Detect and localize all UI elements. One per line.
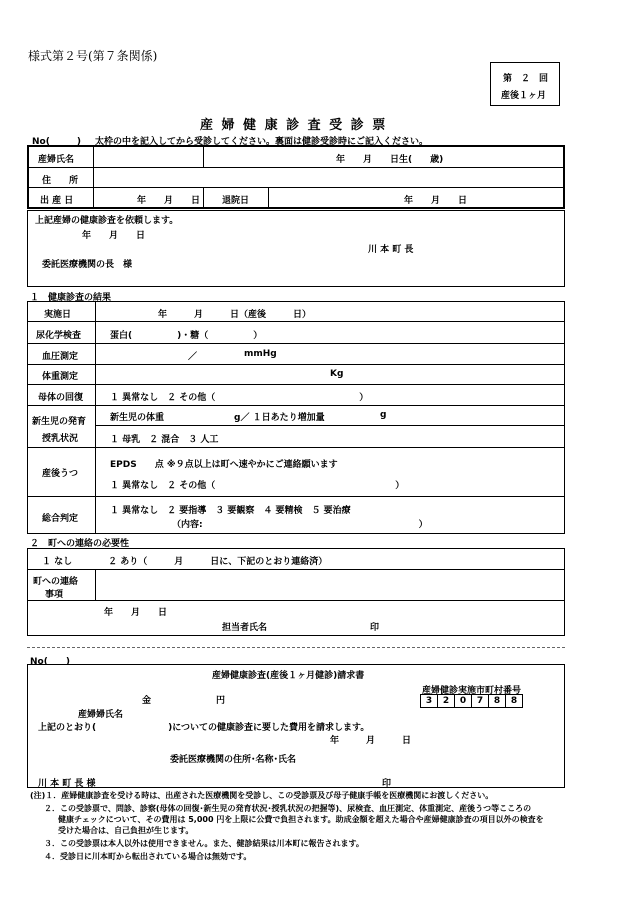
- newborn-label2: 授乳状況: [42, 434, 79, 444]
- doctor-label: 担当者氏名: [222, 623, 268, 633]
- date-value: 年 月 日（産後 日）: [158, 310, 312, 320]
- discharge-label: 退院日: [222, 196, 250, 206]
- newborn-label1: 新生児の発育: [32, 417, 87, 427]
- overall-line1: １ 異常なし ２ 要指導 ３ 要観察 ４ 要精検 ５ 要治療: [110, 506, 351, 516]
- contact-date: 年 月 日: [104, 608, 168, 618]
- bp-slash: ／: [188, 352, 198, 362]
- depression-value: １ 異常なし ２ その他（ ）: [110, 481, 405, 491]
- yen-label: 円: [216, 696, 226, 706]
- feeding-value: １ 母乳 ２ 混合 ３ 人工: [110, 435, 219, 445]
- visit-badge: [490, 62, 560, 106]
- overall-line2: （内容: ）: [172, 520, 428, 530]
- name-label: 産婦氏名: [38, 155, 75, 165]
- address-label: 住 所: [42, 176, 79, 186]
- request-date: 年 月 日: [82, 231, 146, 241]
- note-line: 受けた場合は、自己負担が生じます。: [58, 826, 194, 835]
- contact-label1: 町への連絡: [33, 577, 79, 587]
- request-to: 委託医療機関の長 様: [42, 260, 133, 270]
- request-line: 上記産婦の健康診査を依頼します。: [35, 216, 179, 226]
- municipality-digit: 3: [420, 694, 438, 708]
- note-line: ３．この受診票は本人以外は使用できません。また、健診結果は川本町に報告されます。: [44, 839, 364, 848]
- municipality-digit: 8: [505, 694, 523, 708]
- birth-label: 出 産 日: [40, 196, 74, 206]
- invoice-no: No( ): [30, 657, 70, 667]
- contact-options: １ なし ２ あり（ 月 日に、下記のとおり連絡済）: [42, 557, 328, 567]
- invoice-seal: 印: [382, 779, 392, 789]
- overall-label: 総合判定: [42, 514, 79, 524]
- note-line: (注)１．産婦健康診査を受ける時は、出産された医療機関を受診し、この受診票及び母子健康手帳を医療機関にお渡しください。: [30, 791, 494, 800]
- results-section-title: １ 健康診査の結果: [30, 293, 112, 303]
- municipality-label: 産婦健診実施市町村番号: [422, 686, 522, 696]
- badge-line2: 産後１ヶ月: [501, 91, 547, 101]
- municipality-digit: 8: [488, 694, 506, 708]
- patient-info-box: [27, 145, 565, 209]
- weight-label: 体重測定: [42, 372, 79, 382]
- invoice-title: 産婦健康診査(産後１ヶ月健診)請求書: [212, 671, 365, 681]
- note-line: ２．この受診票で、問診、診察(母体の回復･新生児の発育状況･授乳状況の把握等)、尿検査、血圧測定、体重測定、産後うつ等こころの: [44, 804, 532, 813]
- dob-text: 年 月 日生( 歳): [336, 155, 444, 165]
- note-line: 健康チェックについて、その費用は 5,000 円を上限に公費で負担されます。助成金額を超えた場合や産婦健康診査の項目以外の検査を: [58, 815, 544, 824]
- page-title: 産 婦 健 康 診 査 受 診 票: [200, 118, 388, 133]
- amount-label: 金: [142, 696, 152, 706]
- instruction-text: 太枠の中を記入してから受診してください。裏面は健診受診時にご記入ください。: [95, 137, 429, 147]
- birth-date: 年 月 日: [137, 196, 201, 206]
- date-label: 実施日: [44, 310, 72, 320]
- urine-label: 尿化学検査: [36, 331, 82, 341]
- weight-unit: Kg: [330, 369, 344, 379]
- form-number: 様式第２号(第７条関係): [28, 49, 158, 63]
- contact-label2: 事項: [45, 590, 64, 600]
- note-line: ４．受診日に川本町から転出されている場合は無効です。: [44, 852, 252, 861]
- bp-label: 血圧測定: [42, 352, 79, 362]
- cut-line: [27, 647, 565, 648]
- contact-seal: 印: [370, 623, 380, 633]
- municipality-digit: 2: [437, 694, 455, 708]
- badge-line1: 第 ２ 回: [503, 74, 549, 84]
- newborn-weight: 新生児の体重: [110, 413, 165, 423]
- recovery-label: 母体の回復: [38, 393, 84, 403]
- invoice-name-label: 産婦婦氏名: [78, 710, 124, 720]
- invoice-date: 年 月 日: [330, 736, 412, 746]
- depression-label: 産後うつ: [42, 469, 79, 479]
- recovery-value: １ 異常なし ２ その他（ ）: [110, 393, 369, 403]
- contact-section-title: ２ 町への連絡の必要性: [30, 539, 130, 549]
- newborn-gain: g／ １日あたり増加量: [234, 413, 325, 423]
- municipality-digit: 0: [454, 694, 472, 708]
- mayor-label: 川 本 町 長: [368, 245, 414, 255]
- discharge-date: 年 月 日: [404, 196, 468, 206]
- no-label: No( ): [32, 137, 81, 147]
- urine-value: 蛋白( )・糖（ ）: [110, 331, 263, 341]
- municipality-digit: 7: [471, 694, 489, 708]
- invoice-to: 川 本 町 長 様: [38, 779, 96, 789]
- bp-unit: mmHg: [244, 349, 277, 359]
- claim-text: 上記のとおり( )についての健康診査に要した費用を請求します。: [38, 723, 370, 733]
- newborn-g: g: [380, 410, 387, 420]
- institution-label: 委託医療機関の住所･名称･氏名: [170, 755, 297, 765]
- epds-text: EPDS 点 ※９点以上は町へ速やかにご連絡願います: [110, 460, 338, 470]
